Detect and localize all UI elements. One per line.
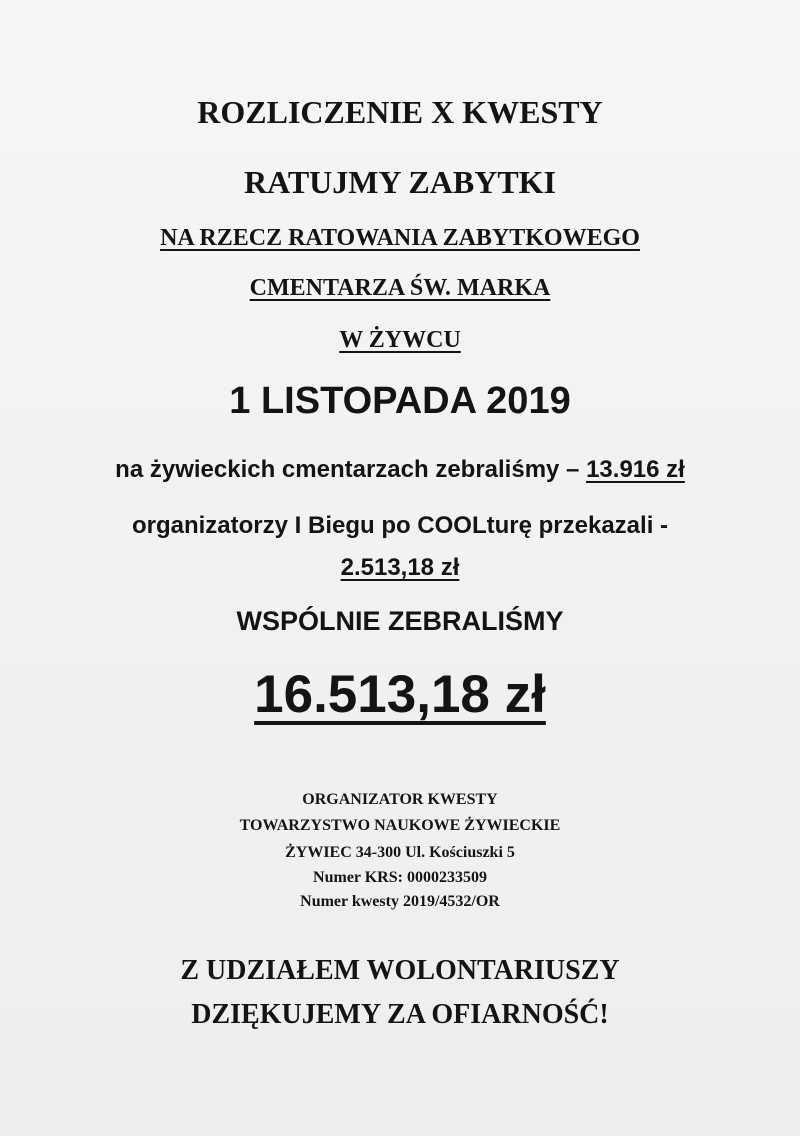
run-transfer-amount-line bbox=[0, 556, 800, 580]
purpose-line-2 bbox=[0, 276, 800, 300]
purpose-text-1: NA RZECZ RATOWANIA ZABYTKOWEGO bbox=[160, 225, 640, 251]
organizer-heading: ORGANIZATOR KWESTY bbox=[302, 791, 498, 808]
purpose-line-1 bbox=[0, 226, 800, 250]
purpose-text-2: CMENTARZA ŚW. MARKA bbox=[249, 275, 551, 301]
notice-title: ROZLICZENIE X KWESTY bbox=[197, 94, 603, 130]
purpose-line-3 bbox=[0, 328, 800, 352]
run-transfer-line: organizatorzy I Biegu po COOLturę przekazali - bbox=[131, 512, 669, 539]
thank-you-line: DZIĘKUJEMY ZA OFIARNOŚĆ! bbox=[191, 999, 609, 1030]
campaign-name: RATUJMY ZABYTKI bbox=[243, 164, 556, 200]
collection-date: 1 LISTOPADA 2019 bbox=[229, 380, 571, 422]
run-transfer-amount: 2.513,18 zł bbox=[340, 554, 460, 581]
cemeteries-collection-label: na żywieckich cmentarzach zebraliśmy – bbox=[115, 456, 580, 483]
organizer-name: TOWARZYSTWO NAUKOWE ŻYWIECKIE bbox=[239, 817, 561, 834]
volunteers-line: Z UDZIAŁEM WOLONTARIUSZY bbox=[180, 955, 620, 986]
organizer-krs: Numer KRS: 0000233509 bbox=[313, 869, 487, 886]
purpose-text-3: W ŻYWCU bbox=[339, 327, 461, 353]
organizer-address: ŻYWIEC 34-300 Ul. Kościuszki 5 bbox=[285, 844, 515, 861]
together-label: WSPÓLNIE ZEBRALIŚMY bbox=[236, 606, 564, 636]
total-amount: 16.513,18 zł bbox=[254, 665, 546, 724]
total-amount-line bbox=[0, 665, 800, 724]
cemeteries-collection-amount: 13.916 zł bbox=[586, 456, 685, 483]
cemeteries-collection-line bbox=[0, 458, 800, 482]
collection-number: Numer kwesty 2019/4532/OR bbox=[300, 893, 500, 910]
